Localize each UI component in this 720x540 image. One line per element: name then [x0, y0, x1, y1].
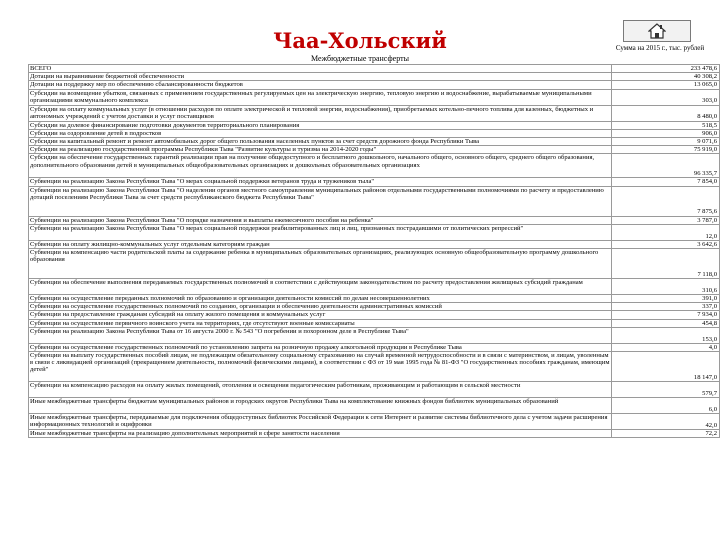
- table-row: [29, 398, 720, 414]
- row-name: Субвенции на реализацию Закона Республики Тыва "О мерах социальной поддержки ветеранов труда и тружеников тыла": [29, 178, 612, 186]
- table-row: [29, 65, 720, 73]
- row-value: 42,0: [612, 414, 720, 430]
- row-name: Субсидии на реализацию государственной программы Республики Тыва "Развитие культуры и туризма на 2014-2020 годы": [29, 146, 612, 154]
- row-value: 8 480,0: [612, 105, 720, 121]
- table-row: [29, 81, 720, 89]
- table-row: [29, 279, 720, 295]
- row-value: 6,0: [612, 398, 720, 414]
- row-name: Субвенции на осуществление переданных полномочий по образованию и организации деятельности комиссий по делам несовершеннолетних: [29, 295, 612, 303]
- table-row: [29, 249, 720, 279]
- row-value: 7 854,0: [612, 178, 720, 186]
- row-name: Субвенции на обеспечение выполнения передаваемых государственных полномочий в соответствии с действующим законодательством по расчету предоставления жилищных субсидий гражданам: [29, 279, 612, 295]
- table-row: [29, 146, 720, 154]
- table-row: [29, 352, 720, 382]
- row-name: Иные межбюджетные трансферты, передаваемые для подключения общедоступных библиотек Российской Федерации к сети Интернет и развитие системы библиотечного дела с учетом задачи расширения информационных технологий и оцифровки: [29, 414, 612, 430]
- table-row: [29, 343, 720, 351]
- row-name: Субвенции на выплату государственных пособий лицам, не подлежащим обязательному социальному страхованию на случай временной нетрудоспособности и в связи с материнством, и лицам, уволенным в связи с ликвидацией организаций (прекращением деятельности, полномочий физическими лицами), в соответствии с ФЗ от 19 мая 1995 года № 81-ФЗ "О государственных пособиях гражданам, имеющим детей": [29, 352, 612, 382]
- row-name: Субсидии на капитальный ремонт и ремонт автомобильных дорог общего пользования населенных пунктов за счет средств дорожного фонда Республики Тыва: [29, 138, 612, 146]
- row-name: Субвенции на компенсацию части родительской платы за содержание ребенка в муниципальных образовательных организациях, реализующих основную общеобразовательную программу дошкольного образования: [29, 249, 612, 279]
- row-name: Субвенции на реализацию Закона Республики Тыва от 16 августа 2000 г. № 543 "О погребении и похоронном деле в Республике Тыва": [29, 327, 612, 343]
- row-value: 906,0: [612, 129, 720, 137]
- row-name: Иные межбюджетные трансферты на реализацию дополнительных мероприятий в сфере занятости населения: [29, 430, 612, 438]
- row-value: 9 071,6: [612, 138, 720, 146]
- row-name: Субсидии на обеспечение государственных гарантий реализации прав на получение общедоступного и бесплатного дошкольного, начального общего, основного общего, среднего общего образования, дополнительного образования детей в муниципальных общеобразовательных организациях и дошкольных образовательных организациях: [29, 154, 612, 178]
- row-name: Иные межбюджетные трансферты бюджетам муниципальных районов и городских округов Республики Тыва на комплектование книжных фондов библиотек муниципальных образований: [29, 398, 612, 414]
- row-value: 72,2: [612, 430, 720, 438]
- row-name: Субсидии на оплату коммунальных услуг (в отношении расходов по оплате электрической и тепловой энергии, водоснабжения), приобретаемых котельно-печного топлива для казенных, бюджетных и автономных учреждений с учетом доставки и услуг поставщиков: [29, 105, 612, 121]
- row-value: 337,0: [612, 303, 720, 311]
- page-subtitle: Межбюджетные трансферты: [311, 54, 409, 63]
- row-name: Субвенции на оплату жилищно-коммунальных услуг отдельным категориям граждан: [29, 240, 612, 248]
- table-row: [29, 319, 720, 327]
- row-value: 13 065,0: [612, 81, 720, 89]
- row-name: Субвенции на предоставление гражданам субсидий на оплату жилого помещения и коммунальных услуг: [29, 311, 612, 319]
- row-value: 454,8: [612, 319, 720, 327]
- row-value: 310,6: [612, 279, 720, 295]
- row-name: Дотации на выравнивание бюджетной обеспеченности: [29, 73, 612, 81]
- transfers-table: [28, 64, 720, 438]
- table-row: [29, 154, 720, 178]
- table-row: [29, 129, 720, 137]
- row-name: Дотации на поддержку мер по обеспечению сбалансированности бюджетов: [29, 81, 612, 89]
- row-value: 40 308,2: [612, 73, 720, 81]
- page-title: Чаа-Хольский: [273, 28, 447, 53]
- sum-column-header: Сумма на 2015 г., тыс. рублей: [615, 44, 705, 52]
- table-row: [29, 295, 720, 303]
- row-value: 153,0: [612, 327, 720, 343]
- table-row: [29, 382, 720, 398]
- row-name: ВСЕГО: [29, 65, 612, 73]
- table-row: [29, 414, 720, 430]
- row-value: 3 642,6: [612, 240, 720, 248]
- table-row: [29, 186, 720, 216]
- row-name: Субсидии на долевое финансирование подготовки документов территориального планирования: [29, 121, 612, 129]
- row-name: Субвенции на реализацию Закона Республики Тыва "О мерах социальной поддержки реабилитированных лиц и лиц, признанных пострадавшими от политических репрессий": [29, 224, 612, 240]
- table-row: [29, 327, 720, 343]
- table-row: [29, 430, 720, 438]
- home-icon: [648, 23, 666, 39]
- row-name: Субсидии на возмещение убытков, связанных с применением государственных регулируемых цен на электрическую энергию, тепловую энергию и водоснабжение, вырабатываемые муниципальными организациями коммунального комплекса: [29, 89, 612, 105]
- table-row: [29, 73, 720, 81]
- row-value: 518,5: [612, 121, 720, 129]
- row-value: 96 335,7: [612, 154, 720, 178]
- row-name: Субвенции на осуществление государственных полномочий по созданию, организации и обеспечению деятельности административных комиссий: [29, 303, 612, 311]
- table-row: [29, 89, 720, 105]
- table-row: [29, 121, 720, 129]
- row-value: 7 118,0: [612, 249, 720, 279]
- row-value: 391,0: [612, 295, 720, 303]
- row-value: 303,0: [612, 89, 720, 105]
- row-value: 18 147,0: [612, 352, 720, 382]
- row-value: 3 787,0: [612, 216, 720, 224]
- row-name: Субсидии на оздоровление детей в подростков: [29, 129, 612, 137]
- home-button[interactable]: [623, 20, 691, 42]
- table-row: [29, 216, 720, 224]
- row-name: Субвенции на компенсацию расходов на оплату жилых помещений, отопления и освещения педагогическим работникам, проживающим и работающим в сельской местности: [29, 382, 612, 398]
- table-row: [29, 178, 720, 186]
- table-row: [29, 105, 720, 121]
- table-row: [29, 303, 720, 311]
- row-value: 233 478,6: [612, 65, 720, 73]
- row-value: 7 875,6: [612, 186, 720, 216]
- row-value: 12,0: [612, 224, 720, 240]
- row-value: 7 934,0: [612, 311, 720, 319]
- row-value: 4,0: [612, 343, 720, 351]
- table-row: [29, 311, 720, 319]
- row-value: 579,7: [612, 382, 720, 398]
- row-name: Субвенции на осуществление государственных полномочий по установлению запрета на розничную продажу алкогольной продукции в Республике Тыва: [29, 343, 612, 351]
- table-row: [29, 138, 720, 146]
- table-row: [29, 240, 720, 248]
- row-name: Субвенции на осуществление первичного воинского учета на территориях, где отсутствуют военные комиссариаты: [29, 319, 612, 327]
- row-value: 75 919,0: [612, 146, 720, 154]
- row-name: Субвенции на реализацию Закона Республики Тыва "О наделении органов местного самоуправления муниципальных районов отдельными государственными полномочиями по расчету и предоставлению дотаций поселениям Республики Тыва за счет средств республиканского бюджета Республики Тыва": [29, 186, 612, 216]
- table-row: [29, 224, 720, 240]
- row-name: Субвенции на реализацию Закона Республики Тыва "О порядке назначения и выплаты ежемесячного пособия на ребенка": [29, 216, 612, 224]
